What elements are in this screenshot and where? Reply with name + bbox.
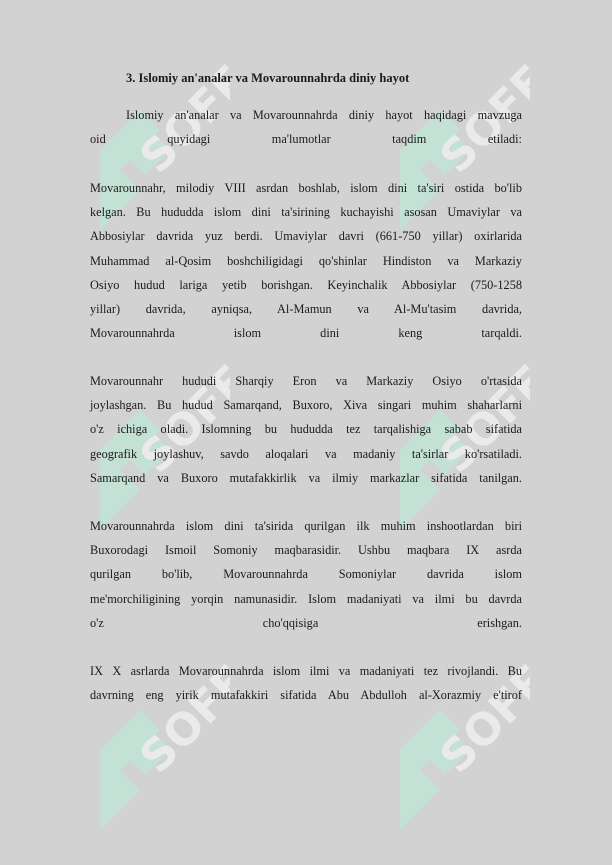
text-line: Osiyo hudud lariga yetib borishgan. Keyinchalik Abbosiylar (750-1258 [90, 277, 522, 292]
svg-text:SOFF: SOFF [130, 355, 230, 484]
paragraph-intro [90, 103, 522, 151]
svg-text:SOFF: SOFF [430, 55, 530, 184]
text-line: IX X asrlarda Movarounnahrda islom ilmi va madaniyati tez rivojlandi. Bu [90, 664, 522, 678]
text-line: geografik joylashuv, savdo aloqalari va madaniy ta'sirlar ko'rsatiladi. [90, 446, 522, 461]
text-line: Samarqand va Buxoro mutafakkirlik va ilmiy markazlar sifatida tanilgan. [90, 470, 522, 485]
text-line: Movarounnahr, milodiy VIII asrdan boshlab, islom dini ta'siri ostida bo'lib [90, 181, 522, 195]
text-line: Muhammad al-Qosim boshchiligidagi qo'shinlar Hindiston va Markaziy [90, 253, 522, 268]
text-line: kelgan. Bu hududda islom dini ta'sirining kuchayishi asosan Umaviylar va [90, 205, 522, 220]
text-line: me'morchiligining yorqin namunasidir. Islom madaniyati va ilmi bu davrda [90, 591, 522, 606]
text-line: o'z ichiga oladi. Islomning bu hududda tez tarqalishiga sabab sifatida [90, 422, 522, 437]
text-line: Abbosiylar davrida yuz berdi. Umaviylar davri (661-750 yillar) oxirlarida [90, 229, 522, 244]
text-line: Buxorodagi Ismoil Somoniy maqbarasidir. Ushbu maqbara IX asrda [90, 543, 522, 558]
text-line: Movarounnahrda islom dini ta'sirida qurilgan ilk muhim inshootlardan biri [90, 519, 522, 533]
text-line: Movarounnahrda islom dini keng tarqaldi. [90, 326, 522, 341]
svg-text:SOFF: SOFF [130, 655, 230, 784]
svg-text:SOFF: SOFF [430, 655, 530, 784]
word: etiladi: [487, 132, 522, 147]
paragraph-architecture [90, 514, 522, 635]
word: oid [90, 132, 106, 147]
text-line: davrning eng yirik mutafakkiri sifatida Abu Abdulloh al-Xorazmiy e'tirof [90, 688, 522, 703]
text-line: Islomiy an'analar va Movarounnahrda diniy hayot haqidagi mavzuga [126, 108, 522, 122]
text-line: qurilgan bo'lib, Movarounnahrda Somoniylar davrida islom [90, 567, 522, 582]
text-line: Movarounnahr hududi Sharqiy Eron va Markaziy Osiyo o'rtasida [90, 374, 522, 388]
text-line: yillar) davrida, ayniqsa, Al-Mamun va Al-Mu'tasim davrida, [90, 301, 522, 316]
paragraph-geography [90, 369, 522, 490]
text-line [90, 127, 522, 151]
section-heading: 3. Islomiy an'analar va Movarounnahrda diniy hayot [126, 71, 410, 85]
text-line: o'z cho'qqisiga erishgan. [90, 615, 522, 630]
paragraph-history [90, 176, 522, 345]
word: ma'lumotlar [271, 132, 331, 147]
word: taqdim [392, 132, 427, 147]
word: quyidagi [167, 132, 211, 147]
svg-text:SOFF: SOFF [430, 355, 530, 484]
text-line: joylashgan. Bu hudud Samarqand, Buxoro, Xiva singari muhim shaharlarni [90, 398, 522, 413]
paragraph-science [90, 659, 522, 707]
svg-text:SOFF: SOFF [130, 55, 230, 184]
